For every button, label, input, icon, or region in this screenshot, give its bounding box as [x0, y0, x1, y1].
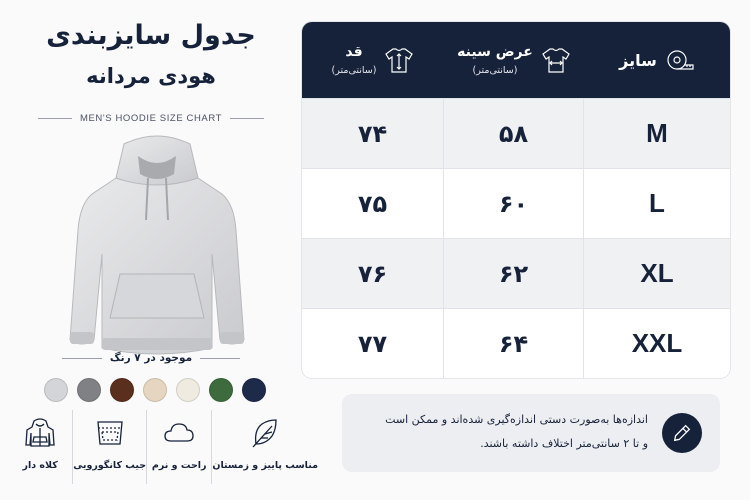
feature-season [211, 410, 318, 484]
feature-label: مناسب پاییز و زمستان [212, 460, 318, 471]
header-chest [444, 22, 584, 98]
color-swatch[interactable] [77, 378, 101, 402]
cell-size: XL [640, 258, 674, 288]
header-height [302, 22, 444, 98]
color-swatches [44, 378, 266, 402]
colors-label: موجود در ۷ رنگ [109, 352, 193, 364]
english-caption-row [20, 110, 282, 126]
header-text [619, 51, 657, 70]
color-swatch[interactable] [209, 378, 233, 402]
pocket-icon [93, 416, 127, 450]
ruler-pencil-icon [671, 422, 693, 444]
note-text [358, 408, 648, 456]
cloud-icon [162, 416, 196, 450]
english-caption: MEN'S HOODIE SIZE CHART [79, 112, 223, 124]
header-unit: (سانتی‌متر) [472, 65, 518, 76]
feature-label: راحت و نرم [151, 460, 207, 471]
divider [230, 118, 264, 119]
cell-chest: ۶۰ [444, 169, 584, 238]
table-row [302, 168, 730, 238]
cell-chest: ۵۸ [444, 99, 584, 168]
table-row [302, 308, 730, 378]
cell-height: ۷۵ [302, 169, 444, 238]
header-unit: (سانتی‌متر) [331, 65, 377, 76]
cell-height: ۷۴ [302, 99, 444, 168]
table-body [302, 98, 730, 378]
tape-measure-icon [665, 45, 695, 75]
page-subtitle: هودی مردانه [86, 64, 216, 88]
header-size [584, 22, 730, 98]
color-swatch[interactable] [143, 378, 167, 402]
divider [38, 118, 72, 119]
feature-kangaroo-pocket [72, 410, 146, 484]
divider [200, 358, 240, 359]
header-label: قد [345, 44, 363, 60]
feature-hooded [8, 410, 72, 484]
feature-list [8, 410, 318, 484]
cell-size: XXL [631, 328, 683, 358]
note-icon-badge [662, 413, 702, 453]
cell-height: ۷۶ [302, 239, 444, 308]
measurement-note [342, 394, 720, 472]
header-label: عرض سینه [457, 44, 533, 60]
page-title: جدول سایزبندی [46, 20, 256, 51]
size-table [302, 22, 730, 378]
shirt-width-icon [541, 45, 571, 75]
header-label: سایز [619, 50, 657, 70]
color-swatch[interactable] [110, 378, 134, 402]
note-line: اندازه‌ها به‌صورت دستی اندازه‌گیری شده‌اند و ممکن است [385, 413, 648, 426]
note-line: و تا ۲ سانتی‌متر اختلاف داشته باشند. [480, 437, 648, 450]
hoodie-icon [23, 416, 57, 450]
cell-height: ۷۷ [302, 309, 444, 378]
feature-soft [146, 410, 211, 484]
color-swatch[interactable] [176, 378, 200, 402]
header-text [457, 44, 533, 76]
leaf-icon [248, 416, 282, 450]
table-row [302, 238, 730, 308]
shirt-length-icon [384, 45, 414, 75]
header-text [332, 44, 377, 76]
color-swatch[interactable] [44, 378, 68, 402]
colors-caption-row [20, 350, 282, 366]
divider [62, 358, 102, 359]
cell-size: M [646, 118, 668, 148]
feature-label: جیب کانگورویی [73, 460, 147, 471]
table-row [302, 98, 730, 168]
table-header [302, 22, 730, 98]
feature-label: کلاه دار [22, 460, 58, 471]
cell-size: L [649, 188, 665, 218]
hoodie-image [62, 134, 252, 366]
cell-chest: ۶۲ [444, 239, 584, 308]
color-swatch[interactable] [242, 378, 266, 402]
cell-chest: ۶۴ [444, 309, 584, 378]
